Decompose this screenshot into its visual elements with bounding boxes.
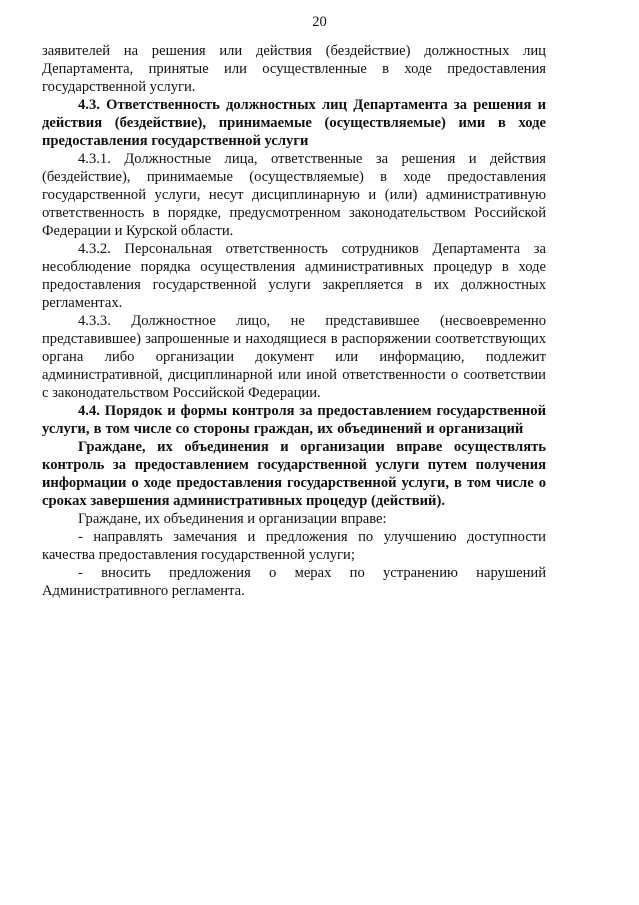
- section-heading-4-3: 4.3. Ответственность должностных лиц Департамента за решения и действия (бездействие), принимаемые (осуществляемые) ими в ходе предоставления государственной услуги: [42, 97, 546, 149]
- paragraph-4-3-3: 4.3.3. Должностное лицо, не представившее (несвоевременно представившее) запрошенные и находящиеся в распоряжении соответствующих органа либо организации документ или информацию, подлежит административной, дисциплинарной или иной ответственности о соответствии с законодательством Российской Федерации.: [42, 313, 546, 401]
- page-number: 20: [312, 14, 327, 30]
- paragraph-citizen-control: Граждане, их объединения и организации вправе осуществлять контроль за предоставлением государственной услуги путем получения информации о ходе предоставления государственной услуги, в том числе о сроках завершения административных процедур (действий).: [42, 439, 546, 509]
- list-item-remarks: - направлять замечания и предложения по улучшению доступности качества предоставления государственной услуги;: [42, 529, 546, 563]
- paragraph-4-3-2: 4.3.2. Персональная ответственность сотрудников Департамента за несоблюдение порядка осуществления административных процедур в ходе предоставления государственной услуги закрепляется в их должностных регламентах.: [42, 241, 546, 311]
- paragraph-rights-intro: Граждане, их объединения и организации вправе:: [78, 511, 387, 527]
- document-body: [42, 42, 546, 600]
- list-item-proposals: - вносить предложения о мерах по устранению нарушений Административного регламента.: [42, 565, 546, 599]
- section-heading-4-4: 4.4. Порядок и формы контроля за предоставлением государственной услуги, в том числе со стороны граждан, их объединений и организаций: [42, 403, 546, 437]
- paragraph-4-3-1: 4.3.1. Должностные лица, ответственные за решения и действия (бездействие), принимаемые (осуществляемые) в ходе предоставления государственной услуги, несут дисциплинарную и (или) административную ответственность в порядке, предусмотренном законодательством Российской Федерации и Курской области.: [42, 151, 546, 239]
- paragraph-continuation: заявителей на решения или действия (бездействие) должностных лиц Департамента, принятые или осуществленные в ходе предоставления государственной услуги.: [42, 43, 546, 95]
